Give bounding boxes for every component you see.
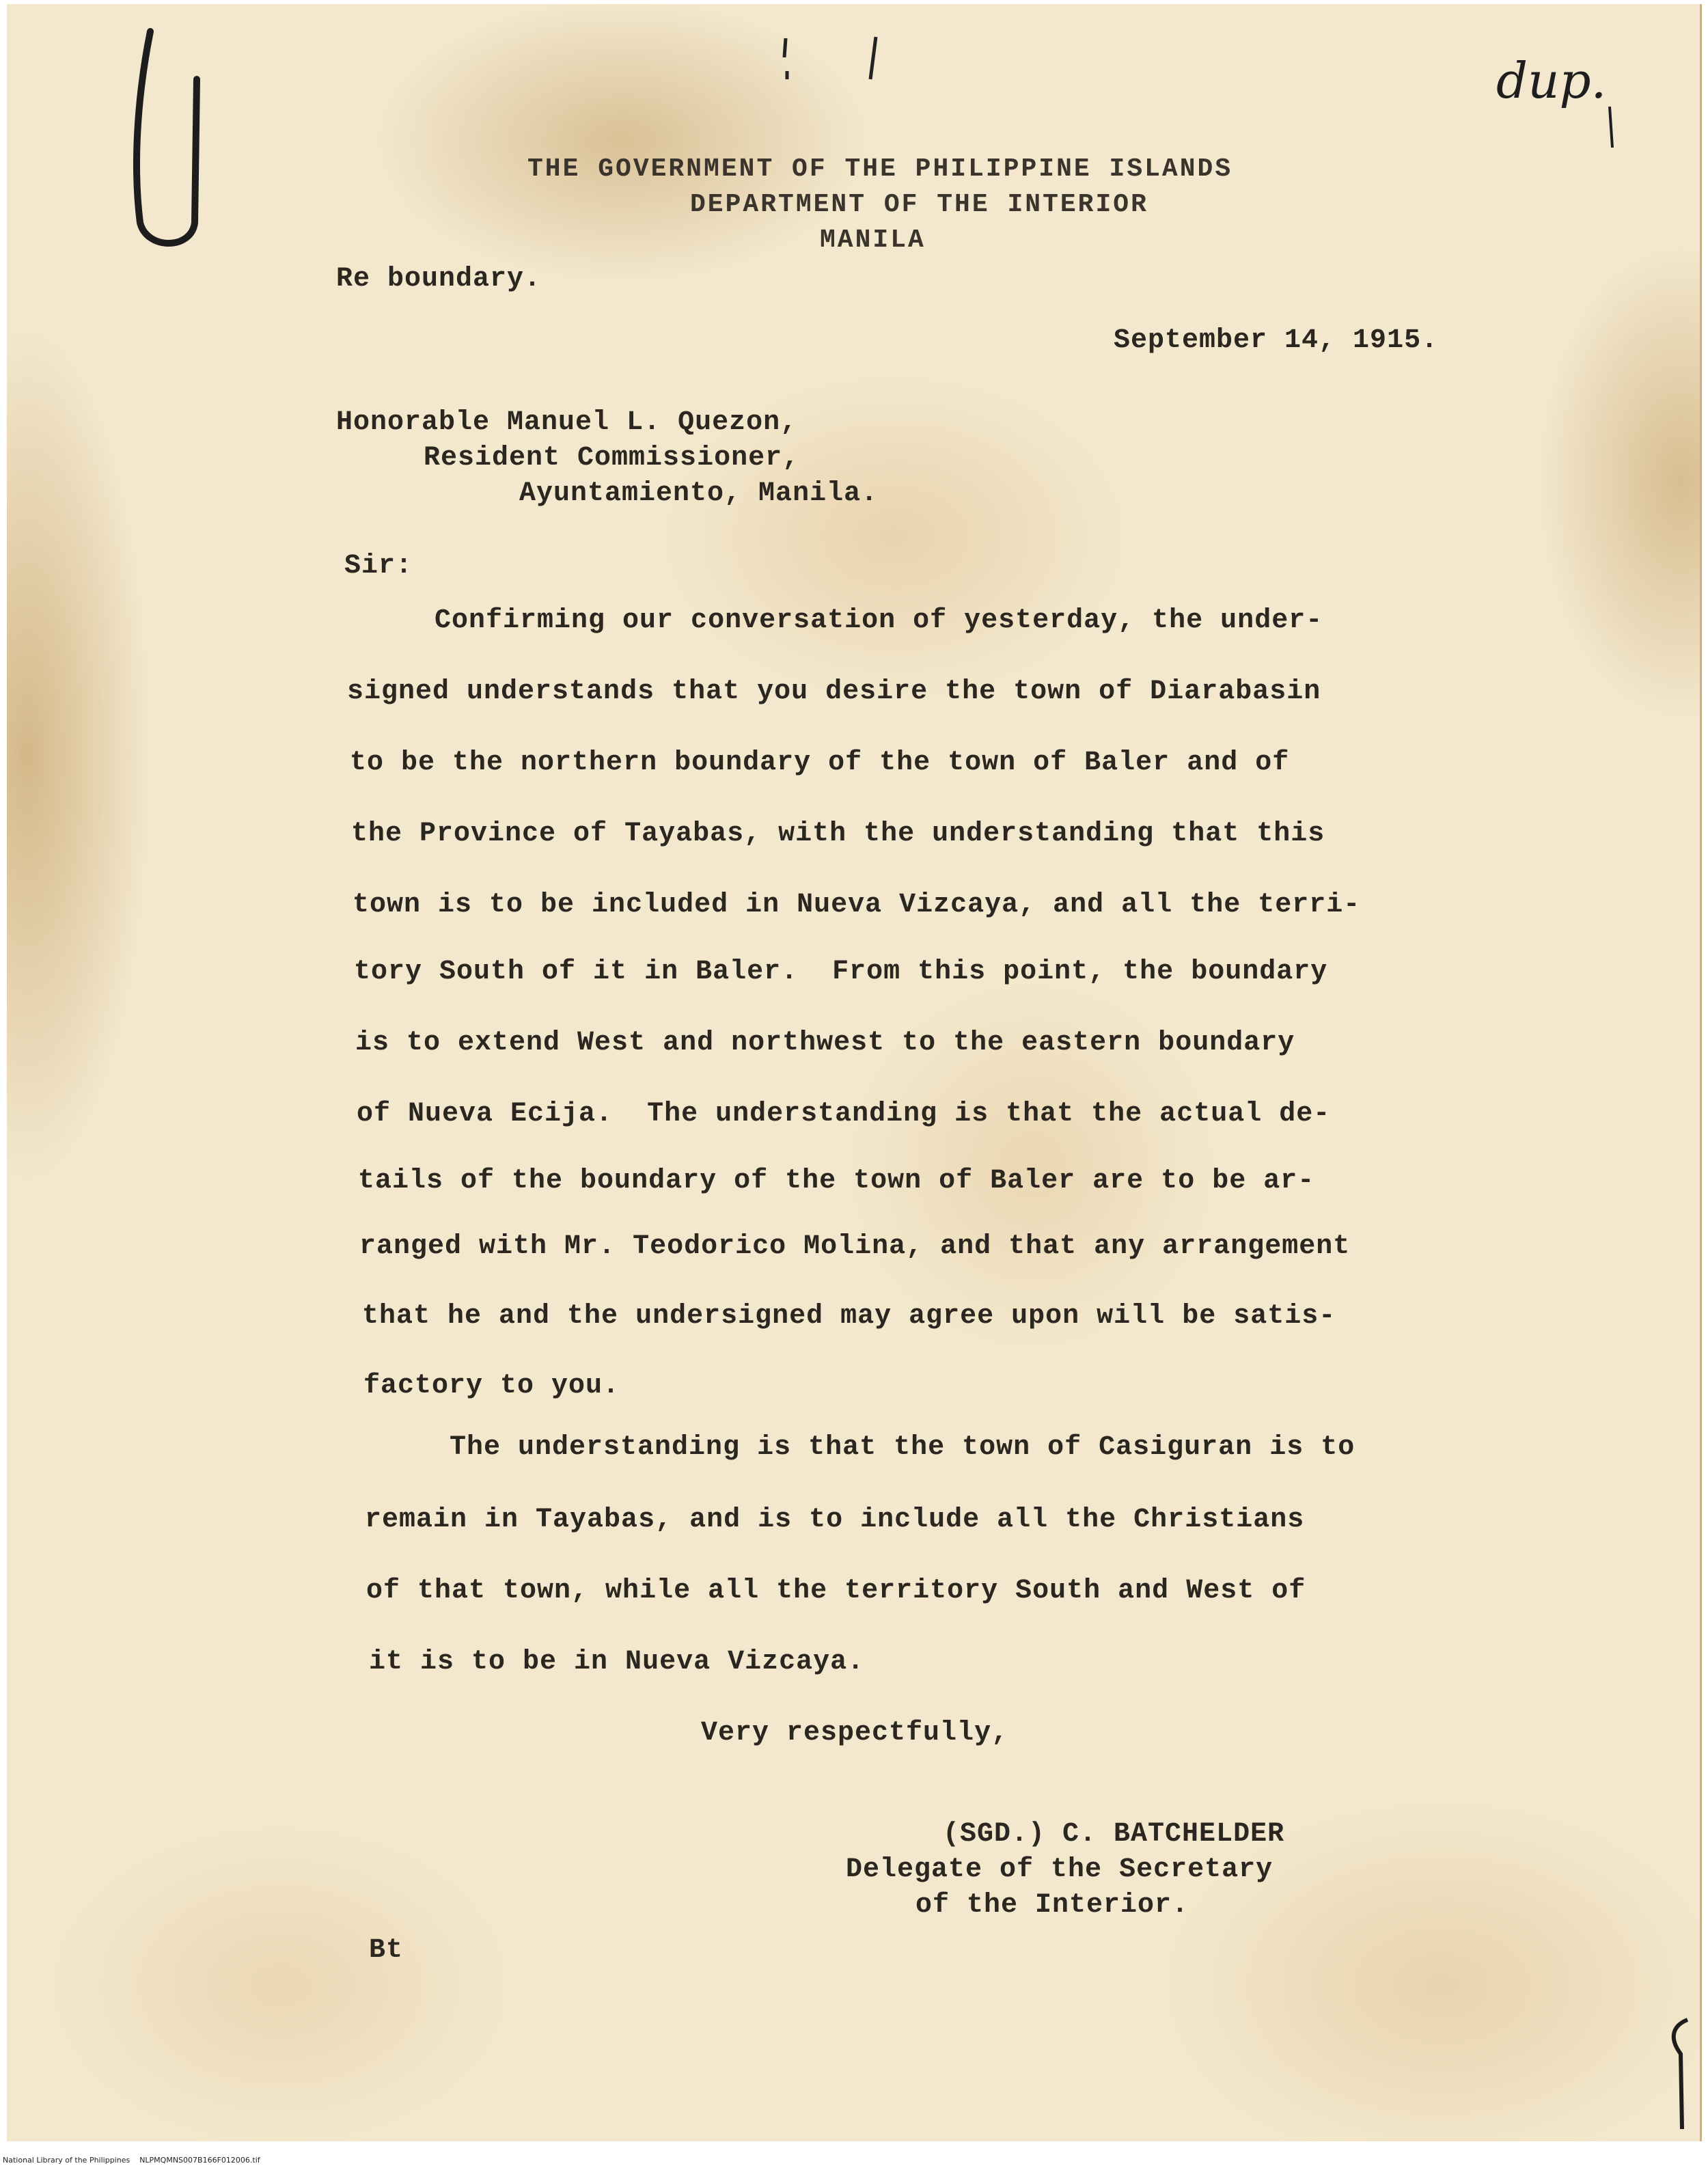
addressee-name: Honorable Manuel L. Quezon, [336, 407, 798, 438]
paragraph-line: tails of the boundary of the town of Baler are to be ar- [358, 1166, 1315, 1196]
paragraph-line: is to extend West and northwest to the eastern boundary [355, 1028, 1295, 1058]
paragraph-line: that he and the undersigned may agree upon will be satis- [362, 1301, 1336, 1332]
paragraph-line: tory South of it in Baler. From this point, the boundary [354, 957, 1328, 987]
paragraph-line: factory to you. [363, 1371, 620, 1401]
letterhead-department: DEPARTMENT OF THE INTERIOR [690, 190, 1148, 219]
paragraph-line: remain in Tayabas, and is to include all the Christians [365, 1505, 1305, 1535]
annotation-underline-stroke [1606, 107, 1619, 154]
paragraph-line: of Nueva Ecija. The understanding is that the actual de- [357, 1099, 1331, 1129]
paragraph-line: Confirming our conversation of yesterday, the under- [435, 605, 1323, 636]
paragraph-line: ranged with Mr. Teodorico Molina, and that any arrangement [359, 1231, 1351, 1262]
typist-initials: Bt [369, 1935, 404, 1966]
paragraph-line: The understanding is that the town of Casiguran is to [450, 1432, 1355, 1463]
letter-page [7, 4, 1702, 2141]
scan-footer-text: National Library of the Philippines NLPMQMNS007B166F012006.tif [3, 2156, 260, 2165]
edge-bracket-mark [1667, 2013, 1694, 2136]
handwritten-annotation: dup. [1496, 52, 1607, 109]
signature-name: (SGD.) C. BATCHELDER [943, 1819, 1285, 1850]
addressee-location: Ayuntamiento, Manila. [519, 478, 879, 509]
signature-title: Delegate of the Secretary [846, 1854, 1273, 1885]
letterhead-government: THE GOVERNMENT OF THE PHILIPPINE ISLANDS [527, 154, 1233, 184]
letter-date: September 14, 1915. [1114, 325, 1439, 356]
paragraph-line: to be the northern boundary of the town of Baler and of [350, 747, 1290, 778]
signature-department: of the Interior. [915, 1890, 1189, 1921]
paper-clip-mark [109, 18, 212, 264]
paragraph-line: town is to be included in Nueva Vizcaya, and all the terri- [353, 890, 1361, 920]
letterhead-city: MANILA [820, 225, 926, 255]
paragraph-line: of that town, while all the territory South and West of [366, 1576, 1306, 1606]
salutation: Sir: [344, 551, 413, 581]
subject-line: Re boundary. [336, 264, 542, 294]
addressee-title: Resident Commissioner, [424, 443, 800, 474]
pencil-tick-marks [779, 31, 915, 86]
paragraph-line: signed understands that you desire the town of Diarabasin [347, 676, 1321, 707]
closing: Very respectfully, [701, 1718, 1009, 1748]
scan-footer [0, 2154, 1708, 2168]
paragraph-line: it is to be in Nueva Vizcaya. [369, 1647, 865, 1677]
paragraph-line: the Province of Tayabas, with the understanding that this [351, 819, 1325, 849]
